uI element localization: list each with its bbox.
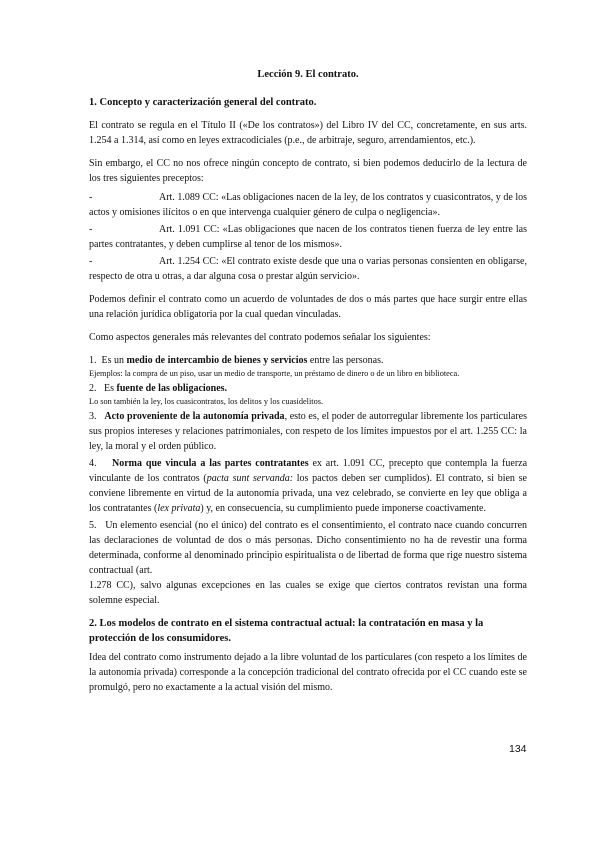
list-item-2-note: Lo son también la ley, los cuasicontratos, los delitos y los cuasidelitos.: [89, 397, 324, 406]
list-item-2: 2. Es fuente de las obligaciones.: [89, 383, 228, 394]
section1-paragraph-4: Como aspectos generales más relevantes del contrato podemos señalar los siguientes:: [89, 332, 431, 343]
section1-heading: 1. Concepto y caracterización general del contrato.: [89, 97, 317, 108]
article-1089: - Art. 1.089 CC: «Las obligaciones nacen de la ley, de los contratos y cuasicontratos, y de los actos y omisiones ilícitos o en que intervenga cualquier género de culpa o negligencia».: [89, 192, 528, 218]
article-1091-ref: Art. 1.091 CC:: [159, 224, 220, 235]
section1-paragraph-1: El contrato se regula en el Título II («De los contratos») del Libro IV del CC, concretamente, en sus arts. 1.254 a 1.314, así como en leyes extracodiciales (p.e., de arbitraje, seguro, arrendamientos, etc.).: [89, 120, 527, 146]
article-1254: - Art. 1.254 CC: «El contrato existe desde que una o varias personas consienten en obligarse, respecto de otra u otras, a dar alguna cosa o prestar algún servicio».: [89, 256, 527, 282]
article-1091: - Art. 1.091 CC: «Las obligaciones que nacen de los contratos tienen fuerza de ley entre las partes contratantes, y deben cumplirse al tenor de los mismos».: [89, 224, 528, 250]
article-1091-text: «Las obligaciones que nacen de los contratos tienen fuerza de ley entre las partes contratantes, y deben cumplirse al tenor de los mismos».: [89, 224, 528, 250]
list-item-3: 3. Acto proveniente de la autonomía privada, esto es, el poder de autorregular libremente los particulares sus propios intereses y relaciones patrimoniales, con respeto de los límites impuestos por el art. 1.255 CC: la ley, la moral y el orden público.: [89, 411, 527, 452]
section1-paragraph-2: Sin embargo, el CC no nos ofrece ningún concepto de contrato, si bien podemos deducirlo de la lectura de los tres siguientes preceptos:: [89, 158, 527, 184]
list-item-5-continuation: 1.278 CC), salvo algunas excepciones en las cuales se exige que ciertos contratos revistan una forma solemne especial.: [89, 580, 527, 606]
article-1089-ref: Art. 1.089 CC:: [159, 192, 219, 203]
section2-heading: 2. Los modelos de contrato en el sistema contractual actual: la contratación en masa y la protección de los consumidores.: [89, 618, 484, 644]
lesson-title: Lección 9. El contrato.: [257, 69, 359, 80]
article-1254-ref: Art. 1.254 CC:: [159, 256, 219, 267]
section1-paragraph-3: Podemos definir el contrato como un acuerdo de voluntades de dos o más partes que hace surgir entre ellas una relación jurídica obligatoria por la cual quedan vinculadas.: [89, 294, 527, 320]
document-page: [89, 68, 527, 695]
article-1254-text: «El contrato existe desde que una o varias personas consienten en obligarse, respecto de otra u otras, a dar alguna cosa o prestar algún servicio».: [89, 256, 527, 282]
list-item-5: 5. Un elemento esencial (no el único) del contrato es el consentimiento, el contrato nace cuando concurren las declaraciones de voluntad de dos o más personas. Dicho consentimiento no ha de revestir una forma determinada, conforme al denominado principio espiritualista o de libertad de forma que rige nuestro sistema contractual (art.: [89, 520, 528, 576]
section2-paragraph-1: Idea del contrato como instrumento dejado a la libre voluntad de los particulares (con respeto a los límites de la autonomía privada) corresponde a la concepción tradicional del contrato ofrecida por el CC cuando este se promulgó, pero no exactamente a la actual visión del mismo.: [89, 652, 527, 693]
article-1089-text: «Las obligaciones nacen de la ley, de los contratos y cuasicontratos, y de los actos y omisiones ilícitos o en que intervenga cualquier género de culpa o negligencia».: [89, 192, 528, 218]
list-item-4: 4. Norma que vincula a las partes contratantes ex art. 1.091 CC, precepto que contempla la fuerza vinculante de los contratos (pacta sunt servanda: los pactos deben ser cumplidos). El contrato, si bien se conviene libremente en virtud de la autonomía privada, una vez celebrado, se convierte en ley que obliga a los contratantes (lex privata) y, en consecuencia, su cumplimiento puede imponerse coactivamente.: [89, 458, 528, 514]
list-item-1-example: Ejemplos: la compra de un piso, usar un medio de transporte, un préstamo de dinero o de un libro en biblioteca.: [89, 369, 460, 378]
list-item-1: 1. Es un medio de intercambio de bienes y servicios entre las personas.: [89, 355, 384, 366]
page-number: 134: [509, 743, 527, 755]
